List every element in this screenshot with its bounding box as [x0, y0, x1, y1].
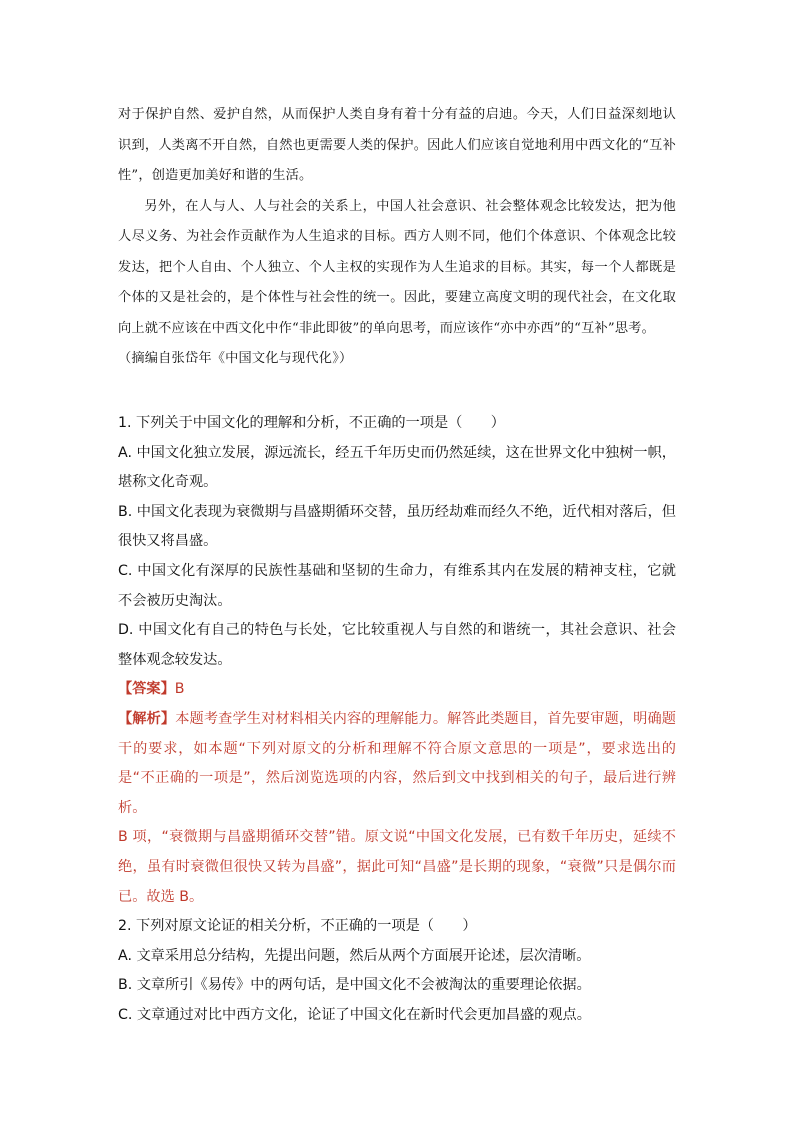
passage-paragraph-1: 对于保护自然、爱护自然，从而保护人类自身有着十分有益的启迪。今天，人们日益深刻地认识到，人类离不开自然，自然也更需要人类的保护。因此人们应该自觉地利用中西文化的“互补性”，创造更加美好和谐的生活。	[118, 107, 676, 183]
analysis-paragraph-2: B 项，“衰微期与昌盛期循环交替”错。原文说“中国文化发展，已有数千年历史，延续不绝，虽有时衰微但很快又转为昌盛”，据此可知“昌盛”是长期的现象，“衰微”只是偶尔而已。故选 B。	[118, 829, 676, 905]
answer-line	[118, 675, 676, 705]
question-1-option-d: D. 中国文化有自己的特色与长处，它比较重视人与自然的和谐统一，其社会意识、社会整体观念较发达。	[118, 622, 676, 668]
analysis-paragraph-1	[118, 705, 676, 823]
question-1-option-c: C. 中国文化有深厚的民族性基础和坚韧的生命力，有维系其内在发展的精神支柱，它就不会被历史淘汰。	[118, 562, 676, 609]
question-1-option-b: B. 中国文化表现为衰微期与昌盛期循环交替，虽历经劫难而经久不绝，近代相对落后，但很快又将昌盛。	[118, 503, 676, 550]
question-2-option-a: A. 文章采用总分结构，先提出问题，然后从两个方面展开论述，层次清晰。	[118, 947, 591, 964]
passage-source: （摘编自张岱年《中国文化与现代化》）	[118, 351, 353, 366]
question-2-option-c: C. 文章通过对比中西方文化，论证了中国文化在新时代会更加昌盛的观点。	[118, 1006, 591, 1023]
answer-label: 【答案】	[118, 681, 175, 698]
answer-value: B	[174, 681, 185, 698]
analysis-label: 【解析】	[118, 710, 176, 727]
analysis-text-1: 本题考查学生对材料相关内容的理解能力。解答此类题目，首先要审题，明确题干的要求，如本题“下列对原文的分析和理解不符合原文意思的一项是”，要求选出的是“不正确的一项是”，然后浏览选项的内容，然后到文中找到相关的句子，最后进行辨析。	[118, 710, 676, 816]
question-1-stem: 1. 下列关于中国文化的理解和分析，不正确的一项是（ ）	[118, 415, 505, 431]
passage-paragraph-2: 另外，在人与人、人与社会的关系上，中国人社会意识、社会整体观念比较发达，把为他人尽义务、为社会作贡献作为人生追求的目标。西方人则不同，他们个体意识、个体观念比较发达，把个人自由、个人独立、个人主权的实现作为人生追求的目标。其实，每一个人都既是个体的又是社会的，是个体性与社会性的统一。因此，要建立高度文明的现代社会，在文化取向上就不应该在中西文化中作“非此即彼”的单向思考，而应该作“亦中亦西”的“互补”思考。	[118, 198, 676, 336]
question-2-option-b: B. 文章所引《易传》中的两句话，是中国文化不会被淘汰的重要理论依据。	[118, 977, 591, 994]
questions-section	[118, 409, 676, 1030]
question-2-stem: 2. 下列对原文论证的相关分析，不正确的一项是（ ）	[118, 918, 477, 935]
question-1-option-a: A. 中国文化独立发展，源远流长，经五千年历史而仍然延续，这在世界文化中独树一帜，堪称文化奇观。	[118, 444, 676, 491]
reading-passage	[118, 100, 676, 375]
